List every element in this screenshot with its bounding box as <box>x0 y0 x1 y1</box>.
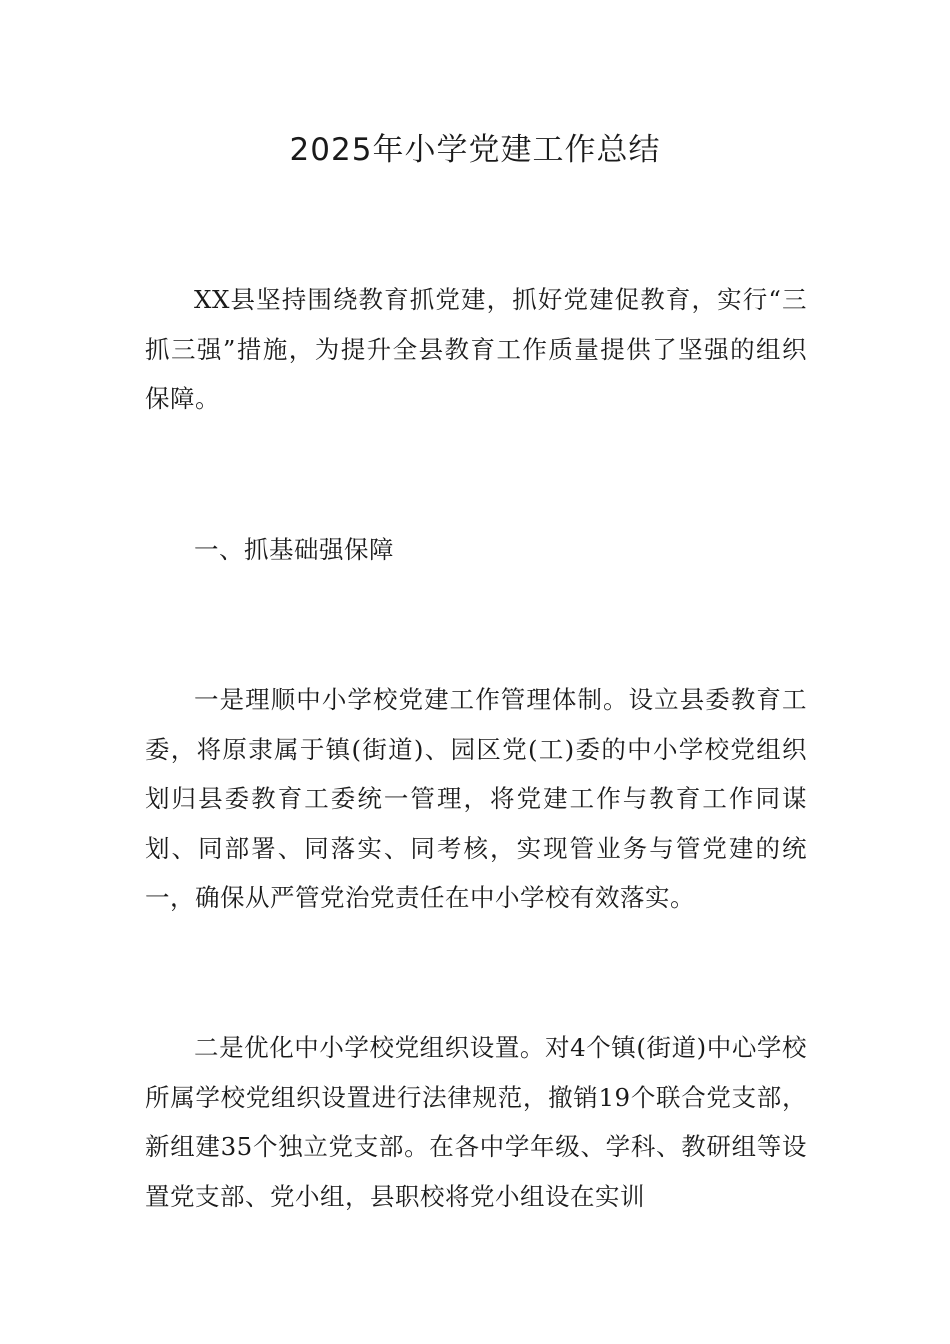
intro-paragraph: XX县坚持围绕教育抓党建，抓好党建促教育，实行“三抓三强”措施，为提升全县教育工作质量提供了坚强的组织保障。 <box>145 285 807 413</box>
body-paragraph-1: 一是理顺中小学校党建工作管理体制。设立县委教育工委，将原隶属于镇(街道)、园区党(工)委的中小学校党组织划归县委教育工委统一管理，将党建工作与教育工作同谋划、同部署、同落实、同考核，实现管业务与管党建的统一，确保从严管党治党责任在中小学校有效落实。 <box>145 685 807 912</box>
body-paragraph-2: 二是优化中小学校党组织设置。对4个镇(街道)中心学校所属学校党组织设置进行法律规范，撤销19个联合党支部，新组建35个独立党支部。在各中学年级、学科、教研组等设置党支部、党小组，县职校将党小组设在实训 <box>145 1033 807 1211</box>
document-title: 2025年小学党建工作总结 <box>289 132 661 168</box>
section-heading-1: 一、抓基础强保障 <box>194 535 394 564</box>
